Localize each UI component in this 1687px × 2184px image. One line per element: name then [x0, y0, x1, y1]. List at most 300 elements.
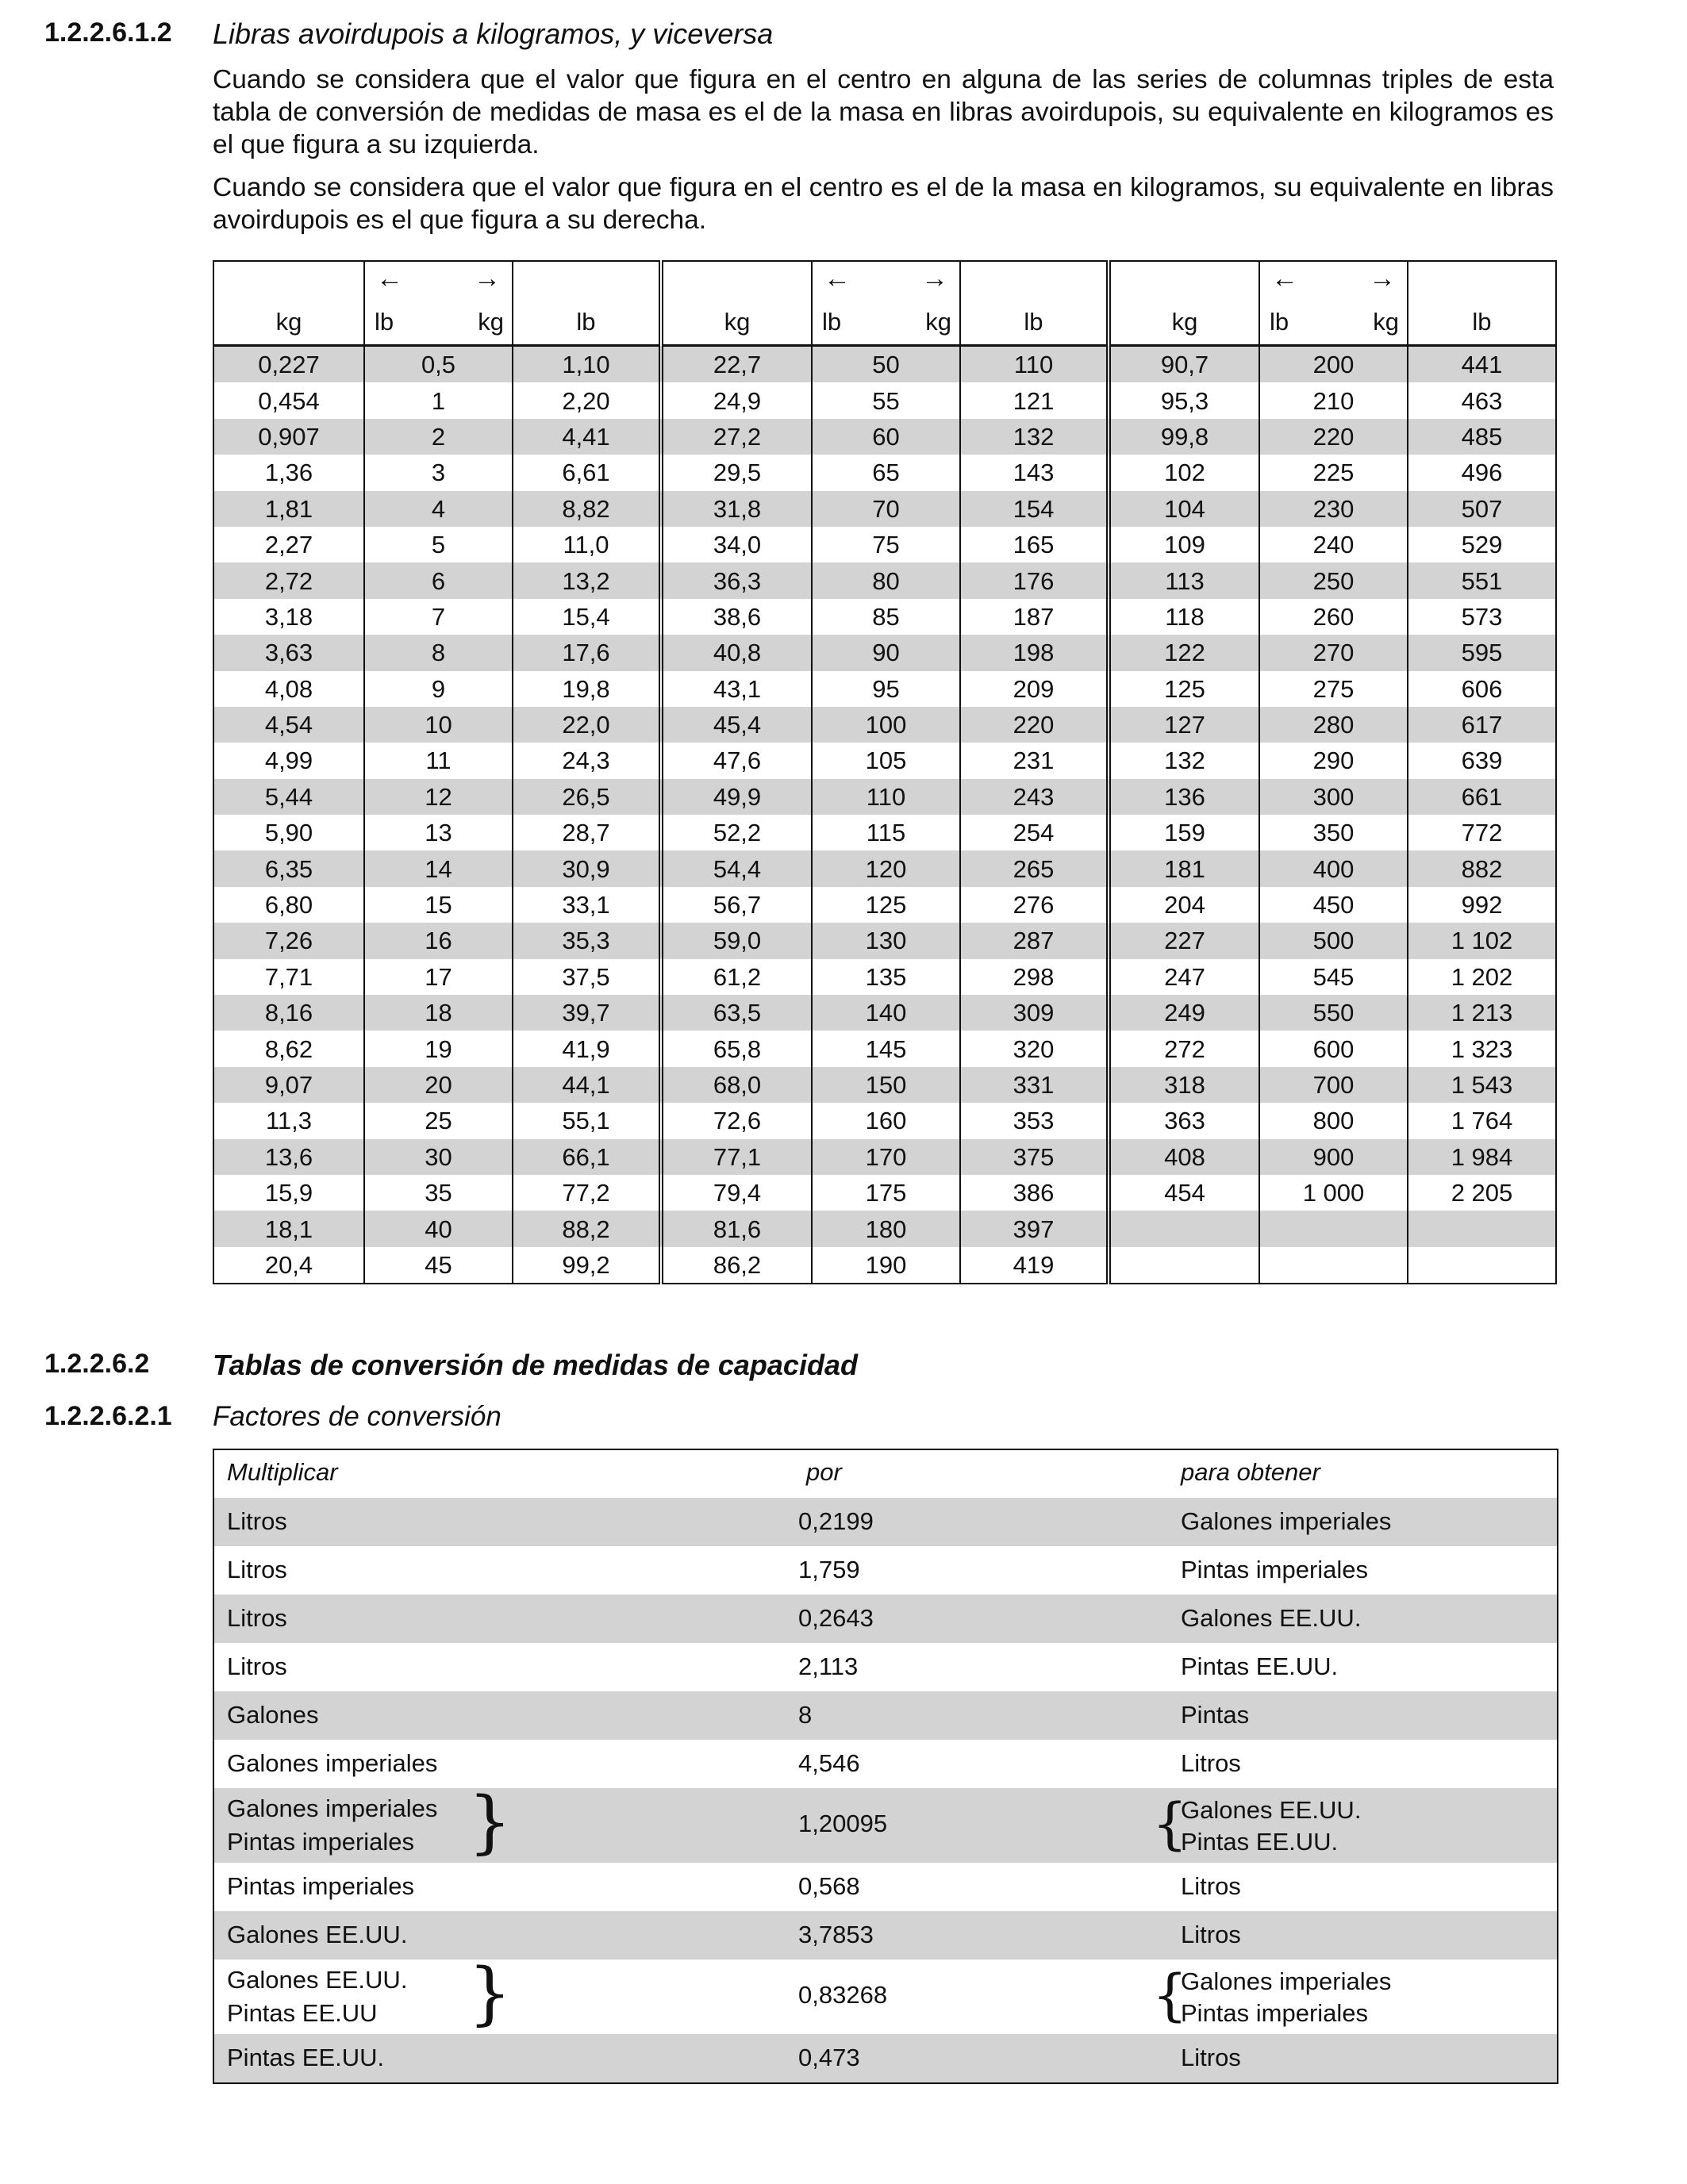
- cell-lb: 1 213: [1408, 995, 1556, 1031]
- factor-to: Pintas imperiales: [1181, 1556, 1369, 1583]
- cell-kg: 68,0: [661, 1067, 812, 1103]
- cell-kg: 1,36: [213, 455, 364, 490]
- right-brace-icon: }: [468, 1783, 512, 1862]
- table-row: [213, 1103, 1556, 1138]
- factor-from: Litros: [227, 1507, 287, 1535]
- cell-kg: 3,18: [213, 599, 364, 635]
- header-lb: lb: [960, 261, 1109, 346]
- cell-center: 80: [812, 562, 960, 598]
- cell-lb: 551: [1408, 562, 1556, 598]
- cell-kg: 52,2: [661, 815, 812, 850]
- cell-kg: [1109, 1247, 1259, 1284]
- factor-row: [214, 1783, 1557, 1863]
- cell-lb: 331: [960, 1067, 1109, 1103]
- cell-center: 230: [1259, 491, 1408, 527]
- table-row: [213, 1139, 1556, 1175]
- cell-lb: 2,20: [513, 382, 661, 418]
- cell-lb: 8,82: [513, 491, 661, 527]
- cell-kg: 125: [1109, 671, 1259, 707]
- cell-kg: 408: [1109, 1139, 1259, 1175]
- cell-center: 260: [1259, 599, 1408, 635]
- factor-from: Litros: [227, 1556, 287, 1583]
- cell-kg: 72,6: [661, 1103, 812, 1138]
- cell-kg: 34,0: [661, 527, 812, 562]
- cell-kg: 47,6: [661, 743, 812, 778]
- cell-lb: 1 202: [1451, 962, 1513, 991]
- section-heading-factors: [44, 1401, 1552, 1441]
- cell-lb: 22,0: [513, 707, 661, 743]
- factor-value: 0,473: [798, 2044, 860, 2071]
- header-lb: lb: [513, 261, 661, 346]
- section-number: 1.2.2.6.1.2: [44, 17, 172, 48]
- intro-paragraph-2: Cuando se considera que el valor que figura en el centro es el de la masa en kilogramos, su equivalente en libras avoirdupois es el que figura a su derecha.: [213, 173, 1554, 235]
- cell-center: [1259, 1211, 1408, 1246]
- factor-to: Galones EE.UU.: [1181, 1604, 1362, 1632]
- cell-lb: 209: [960, 671, 1109, 707]
- cell-kg: 0,907: [213, 419, 364, 455]
- header-kg: kg: [1109, 261, 1259, 346]
- cell-center: 10: [364, 707, 513, 743]
- cell-kg: 61,2: [661, 959, 812, 995]
- cell-lb: 26,5: [513, 779, 661, 815]
- cell-lb: 1,10: [513, 346, 661, 383]
- table-row: [213, 923, 1556, 958]
- cell-center: 15: [364, 887, 513, 923]
- cell-center: 6: [364, 562, 513, 598]
- table-row: [213, 346, 1556, 383]
- cell-lb: 4,41: [513, 419, 661, 455]
- cell-lb: 11,0: [513, 527, 661, 562]
- cell-kg: 77,1: [661, 1139, 812, 1175]
- cell-lb: 99,2: [513, 1247, 661, 1284]
- cell-center: 11: [364, 743, 513, 778]
- cell-center: 3: [364, 455, 513, 490]
- cell-lb: 66,1: [513, 1139, 661, 1175]
- cell-center: 175: [812, 1175, 960, 1211]
- cell-lb: 375: [960, 1139, 1109, 1175]
- cell-center: 25: [364, 1103, 513, 1138]
- arrow-right-icon: →: [1369, 263, 1396, 294]
- section-title: Factores de conversión: [213, 1401, 501, 1432]
- cell-kg: 95,3: [1109, 382, 1259, 418]
- cell-lb: 772: [1461, 819, 1503, 847]
- cell-lb: 41,9: [513, 1031, 661, 1066]
- cell-kg: 0,227: [213, 346, 364, 383]
- cell-kg: 27,2: [661, 419, 812, 455]
- cell-center: 8: [364, 635, 513, 670]
- factor-row: [214, 1740, 1557, 1788]
- cell-kg: 2,27: [213, 527, 364, 562]
- factor-from: Pintas imperiales: [227, 1828, 415, 1856]
- factor-to: Galones EE.UU.: [1181, 1796, 1362, 1824]
- cell-center: 600: [1259, 1031, 1408, 1066]
- cell-center: 290: [1259, 743, 1408, 778]
- cell-kg: 99,8: [1109, 419, 1259, 455]
- factor-from: Pintas EE.UU.: [227, 2044, 385, 2071]
- section-title: Libras avoirdupois a kilogramos, y viceversa: [213, 17, 774, 50]
- factor-from: Pintas imperiales: [227, 1872, 415, 1900]
- table-row: [213, 1211, 1556, 1246]
- cell-kg: 118: [1109, 599, 1259, 635]
- factor-to: Litros: [1181, 1872, 1241, 1900]
- factor-row: [214, 1498, 1557, 1546]
- cell-center: 2: [364, 419, 513, 455]
- cell-lb: 55,1: [513, 1103, 661, 1138]
- cell-kg: 90,7: [1109, 346, 1259, 383]
- cell-center: 500: [1259, 923, 1408, 958]
- cell-center: 220: [1259, 419, 1408, 455]
- cell-lb: 397: [960, 1211, 1109, 1246]
- cell-kg: 22,7: [661, 346, 812, 383]
- cell-kg: 11,3: [213, 1103, 364, 1138]
- cell-center: 75: [812, 527, 960, 562]
- cell-kg: 1,81: [213, 491, 364, 527]
- cell-center: 70: [812, 491, 960, 527]
- cell-center: 1 000: [1259, 1175, 1408, 1211]
- cell-lb: 1 764: [1451, 1107, 1513, 1135]
- cell-lb: 441: [1408, 346, 1556, 383]
- left-brace-icon: {: [1152, 1963, 1188, 2028]
- cell-kg: 122: [1109, 635, 1259, 670]
- cell-lb: 13,2: [513, 562, 661, 598]
- cell-center: 125: [812, 887, 960, 923]
- header-lb: lb: [1408, 261, 1556, 346]
- cell-kg: 113: [1109, 562, 1259, 598]
- table-row: [213, 1031, 1556, 1066]
- factor-value: 1,20095: [798, 1810, 888, 1837]
- cell-lb: 573: [1461, 602, 1503, 631]
- cell-kg: 45,4: [661, 707, 812, 743]
- cell-kg: 43,1: [661, 671, 812, 707]
- cell-center: 35: [364, 1175, 513, 1211]
- cell-kg: 363: [1109, 1103, 1259, 1138]
- table-row: [213, 815, 1556, 850]
- cell-kg: 8,62: [213, 1031, 364, 1066]
- arrow-right-icon: →: [474, 263, 501, 294]
- cell-center: 170: [812, 1139, 960, 1175]
- cell-kg: 132: [1109, 743, 1259, 778]
- cell-center: 9: [364, 671, 513, 707]
- cell-kg: 65,8: [661, 1031, 812, 1066]
- section-heading-mass: [44, 17, 1552, 57]
- table-row: [213, 562, 1556, 598]
- cell-lb: 110: [960, 346, 1109, 383]
- cell-center: 225: [1259, 455, 1408, 490]
- cell-center: 545: [1259, 959, 1408, 995]
- cell-center: 0,5: [364, 346, 513, 383]
- table-row: [213, 1247, 1556, 1284]
- cell-lb: 485: [1408, 419, 1556, 455]
- factor-to: Galones imperiales: [1181, 1967, 1392, 1995]
- cell-center: 95: [812, 671, 960, 707]
- factor-value: 8: [798, 1701, 813, 1729]
- conversion-factors-table: [213, 1449, 1558, 2084]
- cell-lb: 606: [1461, 674, 1503, 703]
- cell-center: 450: [1259, 887, 1408, 923]
- cell-center: 100: [812, 707, 960, 743]
- cell-center: 270: [1259, 635, 1408, 670]
- cell-kg: 3,63: [213, 635, 364, 670]
- cell-kg: 86,2: [661, 1247, 812, 1284]
- cell-lb: 529: [1461, 531, 1503, 559]
- cell-kg: 127: [1109, 707, 1259, 743]
- factor-value: 2,113: [798, 1652, 859, 1680]
- cell-center: 5: [364, 527, 513, 562]
- header-multiply: Multiplicar: [227, 1458, 338, 1486]
- cell-kg: 81,6: [661, 1211, 812, 1246]
- cell-lb: 2 205: [1451, 1179, 1513, 1207]
- table-row: [213, 887, 1556, 923]
- header-lb-kg: ← → lb kg: [364, 261, 513, 346]
- cell-center: 105: [812, 743, 960, 778]
- cell-lb: 35,3: [513, 923, 661, 958]
- cell-lb: 28,7: [513, 815, 661, 850]
- cell-kg: 15,9: [213, 1175, 364, 1211]
- table-row: [213, 635, 1556, 670]
- cell-kg: 56,7: [661, 887, 812, 923]
- cell-kg: 8,16: [213, 995, 364, 1031]
- cell-kg: 18,1: [213, 1211, 364, 1246]
- factor-row: [214, 1691, 1557, 1740]
- factor-from: Galones EE.UU.: [227, 1921, 408, 1948]
- cell-kg: 4,99: [213, 743, 364, 778]
- cell-center: 55: [812, 382, 960, 418]
- cell-kg: 4,08: [213, 671, 364, 707]
- factor-row: [214, 2034, 1557, 2082]
- cell-center: 90: [812, 635, 960, 670]
- table-row: [213, 455, 1556, 490]
- cell-kg: 159: [1109, 815, 1259, 850]
- cell-kg: 9,07: [213, 1067, 364, 1103]
- table-row: [213, 1175, 1556, 1211]
- table-row: [213, 1067, 1556, 1103]
- cell-center: 7: [364, 599, 513, 635]
- mass-conversion-table: [213, 260, 1557, 1284]
- cell-center: 65: [812, 455, 960, 490]
- cell-kg: 247: [1109, 959, 1259, 995]
- cell-center: 4: [364, 491, 513, 527]
- cell-lb: 88,2: [513, 1211, 661, 1246]
- cell-lb: [1408, 1247, 1556, 1284]
- cell-center: 130: [812, 923, 960, 958]
- cell-lb: 176: [960, 562, 1109, 598]
- factor-value: 3,7853: [798, 1921, 874, 1948]
- cell-center: 40: [364, 1211, 513, 1246]
- cell-kg: 31,8: [661, 491, 812, 527]
- arrow-left-icon: ←: [376, 263, 403, 294]
- cell-lb: 496: [1461, 459, 1503, 487]
- cell-center: 550: [1259, 995, 1408, 1031]
- factor-value: 0,568: [798, 1872, 860, 1900]
- cell-lb: 463: [1461, 386, 1503, 415]
- header-lb-kg: ← → lb kg: [812, 261, 960, 346]
- cell-lb: 617: [1408, 707, 1556, 743]
- cell-lb: 276: [960, 887, 1109, 923]
- cell-lb: 386: [960, 1175, 1109, 1211]
- factor-row: [214, 1643, 1557, 1691]
- cell-lb: 298: [960, 959, 1109, 995]
- cell-kg: 54,4: [661, 850, 812, 886]
- factor-to: Pintas EE.UU.: [1181, 1828, 1339, 1856]
- cell-lb: 419: [960, 1247, 1109, 1284]
- arrow-right-icon: →: [921, 263, 948, 294]
- table-row: [213, 743, 1556, 778]
- cell-lb: 17,6: [513, 635, 661, 670]
- cell-center: 110: [812, 779, 960, 815]
- cell-lb: 30,9: [513, 850, 661, 886]
- factor-from: Galones EE.UU.: [227, 1966, 408, 1994]
- cell-lb: 154: [960, 491, 1109, 527]
- cell-kg: 7,71: [213, 959, 364, 995]
- cell-lb: 353: [960, 1103, 1109, 1138]
- factor-value: 0,2199: [798, 1507, 874, 1535]
- cell-kg: 4,54: [213, 707, 364, 743]
- cell-center: [1259, 1247, 1408, 1284]
- table-row: [213, 599, 1556, 635]
- cell-lb: 19,8: [513, 671, 661, 707]
- factor-row: [214, 1595, 1557, 1643]
- cell-center: 85: [812, 599, 960, 635]
- cell-kg: 2,72: [213, 562, 364, 598]
- cell-kg: 0,454: [213, 382, 364, 418]
- factor-value: 4,546: [798, 1749, 860, 1777]
- table-row: [213, 419, 1556, 455]
- section-number: 1.2.2.6.2.1: [44, 1401, 172, 1431]
- cell-kg: 36,3: [661, 562, 812, 598]
- cell-kg: 318: [1109, 1067, 1259, 1103]
- cell-lb: 320: [960, 1031, 1109, 1066]
- cell-lb: 37,5: [513, 959, 661, 995]
- cell-kg: 227: [1109, 923, 1259, 958]
- cell-center: 13: [364, 815, 513, 850]
- cell-kg: 5,90: [213, 815, 364, 850]
- header-obtain: para obtener: [1181, 1458, 1320, 1486]
- factor-from: Litros: [227, 1604, 287, 1632]
- table-header-row: [213, 261, 1556, 346]
- cell-kg: 29,5: [661, 455, 812, 490]
- cell-lb: 220: [960, 707, 1109, 743]
- factor-to: Pintas imperiales: [1181, 1999, 1369, 2027]
- cell-lb: 44,1: [513, 1067, 661, 1103]
- cell-kg: 59,0: [661, 923, 812, 958]
- cell-lb: 187: [960, 599, 1109, 635]
- arrow-left-icon: ←: [1271, 263, 1298, 294]
- factor-to: Litros: [1181, 2044, 1241, 2071]
- cell-kg: 38,6: [661, 599, 812, 635]
- cell-lb: 77,2: [513, 1175, 661, 1211]
- cell-center: 180: [812, 1211, 960, 1246]
- cell-lb: 165: [960, 527, 1109, 562]
- header-kg: kg: [213, 261, 364, 346]
- cell-center: 280: [1259, 707, 1408, 743]
- factor-from: Galones imperiales: [227, 1749, 438, 1777]
- factor-row: [214, 1546, 1557, 1595]
- cell-kg: 109: [1109, 527, 1259, 562]
- left-brace-icon: {: [1152, 1791, 1188, 1856]
- cell-lb: 254: [960, 815, 1109, 850]
- factor-to: Galones imperiales: [1181, 1507, 1392, 1535]
- cell-center: 60: [812, 419, 960, 455]
- cell-kg: 136: [1109, 779, 1259, 815]
- cell-kg: 204: [1109, 887, 1259, 923]
- cell-kg: 24,9: [661, 382, 812, 418]
- table-row: [213, 779, 1556, 815]
- cell-kg: 40,8: [661, 635, 812, 670]
- section-title: Tablas de conversión de medidas de capacidad: [213, 1349, 858, 1381]
- factor-to: Pintas: [1181, 1701, 1250, 1729]
- cell-center: 120: [812, 850, 960, 886]
- cell-kg: 49,9: [661, 779, 812, 815]
- cell-center: 45: [364, 1247, 513, 1284]
- cell-lb: 1 102: [1408, 923, 1556, 958]
- factor-row: [214, 1954, 1557, 2034]
- cell-center: 275: [1259, 671, 1408, 707]
- cell-lb: 39,7: [513, 995, 661, 1031]
- cell-center: 160: [812, 1103, 960, 1138]
- cell-lb: 231: [960, 743, 1109, 778]
- cell-center: 800: [1259, 1103, 1408, 1138]
- factor-from: Galones imperiales: [227, 1794, 438, 1822]
- cell-lb: 1 984: [1408, 1139, 1556, 1175]
- section-heading-capacity: [44, 1349, 1552, 1388]
- intro-paragraph-1: Cuando se considera que el valor que figura en el centro en alguna de las series de columnas triples de esta tabla de conversión de medidas de masa es el de la masa en libras avoirdupois, su equivalente en kilogramos es el que figura a su izquierda.: [213, 65, 1554, 159]
- cell-lb: 198: [960, 635, 1109, 670]
- factor-to: Pintas EE.UU.: [1181, 1652, 1339, 1680]
- cell-center: 50: [812, 346, 960, 383]
- cell-lb: 1 323: [1451, 1034, 1513, 1063]
- cell-kg: 102: [1109, 455, 1259, 490]
- cell-center: 150: [812, 1067, 960, 1103]
- header-lb-kg: ← → lb kg: [1259, 261, 1408, 346]
- factor-value: 0,83268: [798, 1981, 888, 2009]
- cell-lb: 992: [1461, 891, 1503, 919]
- cell-center: 190: [812, 1247, 960, 1284]
- cell-kg: 272: [1109, 1031, 1259, 1066]
- header-by: por: [806, 1458, 842, 1486]
- cell-kg: 79,4: [661, 1175, 812, 1211]
- cell-kg: 454: [1109, 1175, 1259, 1211]
- table-row: [213, 491, 1556, 527]
- cell-center: 210: [1259, 382, 1408, 418]
- cell-center: 200: [1259, 346, 1408, 383]
- table-row: [213, 527, 1556, 562]
- cell-lb: 309: [960, 995, 1109, 1031]
- cell-kg: 6,80: [213, 887, 364, 923]
- factor-row: [214, 1863, 1557, 1911]
- cell-center: 20: [364, 1067, 513, 1103]
- cell-kg: [1109, 1211, 1259, 1246]
- cell-center: 16: [364, 923, 513, 958]
- cell-center: 350: [1259, 815, 1408, 850]
- cell-center: 140: [812, 995, 960, 1031]
- cell-kg: 249: [1109, 995, 1259, 1031]
- header-kg: kg: [661, 261, 812, 346]
- cell-center: 14: [364, 850, 513, 886]
- factor-to: Litros: [1181, 1749, 1241, 1777]
- cell-lb: 243: [960, 779, 1109, 815]
- cell-center: 250: [1259, 562, 1408, 598]
- cell-lb: 661: [1408, 779, 1556, 815]
- cell-kg: 5,44: [213, 779, 364, 815]
- cell-center: 900: [1259, 1139, 1408, 1175]
- cell-kg: 63,5: [661, 995, 812, 1031]
- factor-value: 1,759: [798, 1556, 860, 1583]
- cell-lb: 265: [960, 850, 1109, 886]
- cell-kg: 13,6: [213, 1139, 364, 1175]
- table-row: [213, 382, 1556, 418]
- cell-center: 400: [1259, 850, 1408, 886]
- factor-from: Galones: [227, 1701, 319, 1729]
